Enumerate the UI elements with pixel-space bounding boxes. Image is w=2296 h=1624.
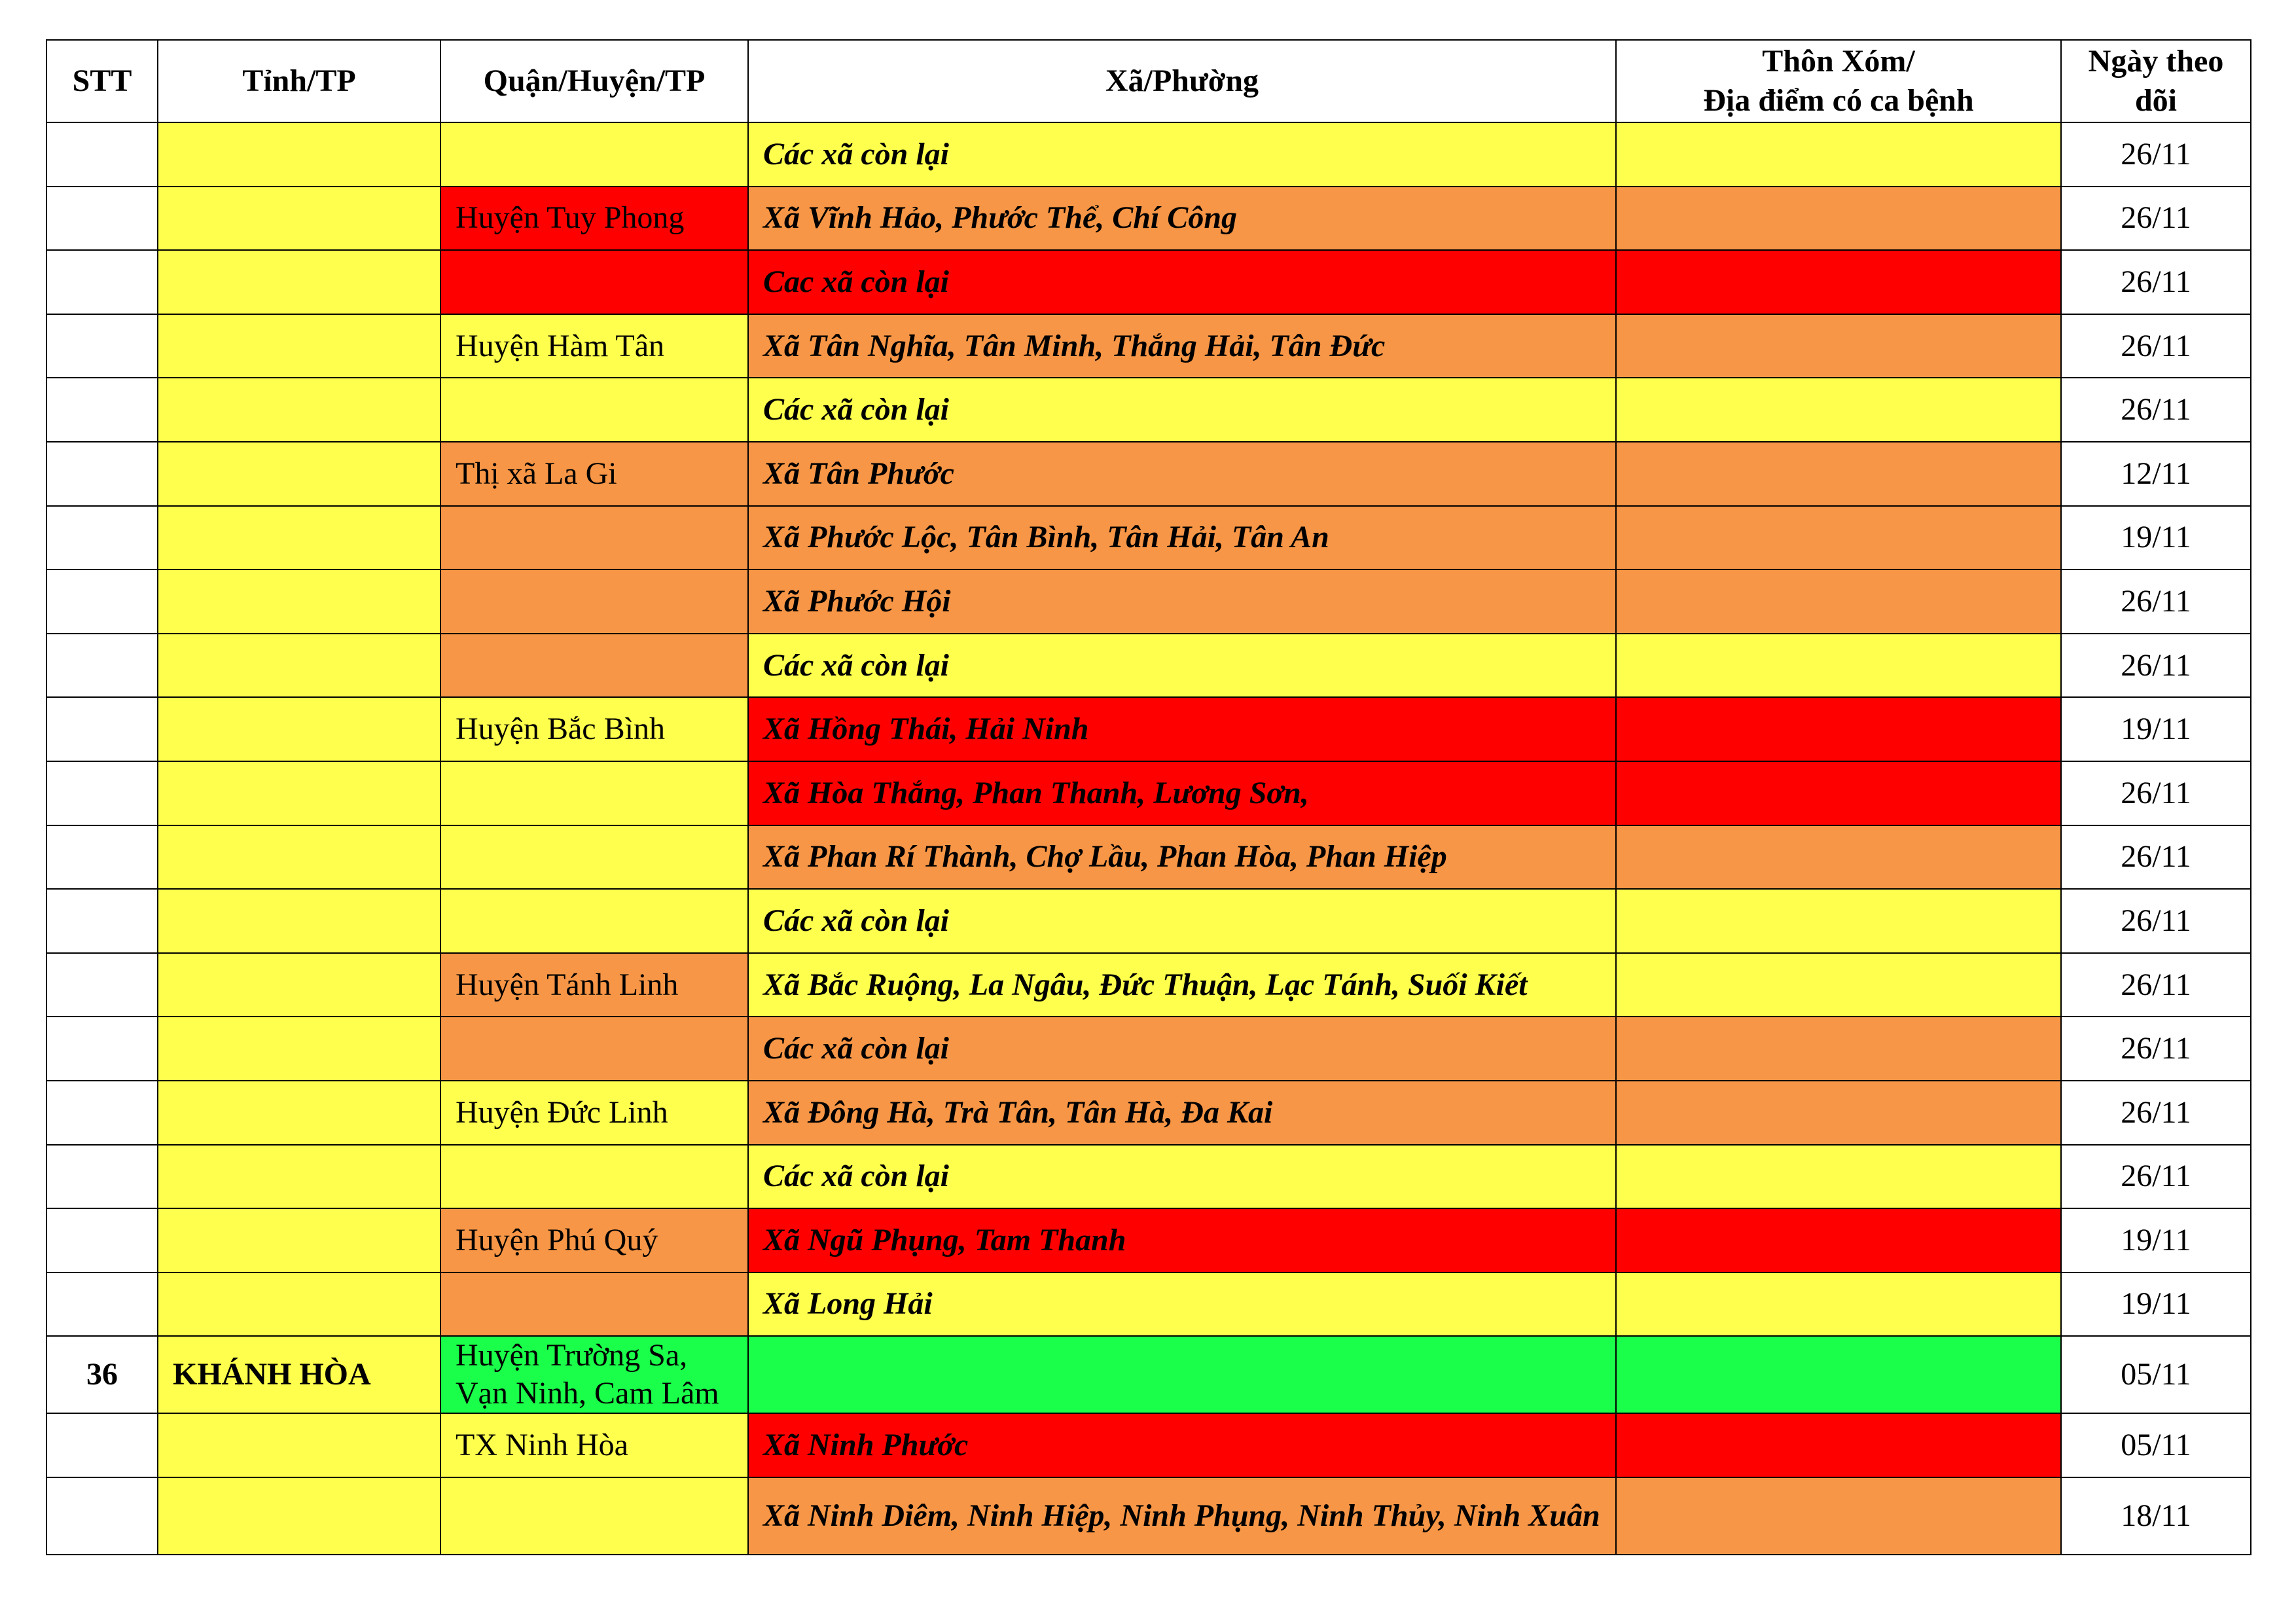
table-row: [46, 1336, 2251, 1413]
cell-xa: Xã Tân Phước: [748, 442, 1616, 506]
cell-huyen: Huyện Phú Quý: [440, 1208, 748, 1272]
cell-tinh: [158, 1477, 440, 1555]
header-ngay-line2: dõi: [2134, 83, 2178, 118]
cell-xa: Xã Ngũ Phụng, Tam Thanh: [748, 1208, 1616, 1272]
cell-stt: [46, 761, 158, 825]
cell-ngay: 26/11: [2061, 1081, 2251, 1145]
cell-ngay: 05/11: [2061, 1336, 2251, 1413]
cell-thon: [1616, 761, 2061, 825]
cell-tinh: KHÁNH HÒA: [158, 1336, 440, 1413]
cell-tinh: [158, 122, 440, 187]
table-row: [46, 569, 2251, 634]
cell-thon: [1616, 187, 2061, 251]
header-thon: [1616, 40, 2061, 122]
cell-stt: [46, 250, 158, 314]
table-row: [46, 250, 2251, 314]
cell-ngay: 26/11: [2061, 953, 2251, 1017]
cell-xa: Xã Đông Hà, Trà Tân, Tân Hà, Đa Kai: [748, 1081, 1616, 1145]
cell-stt: [46, 953, 158, 1017]
cell-huyen: Huyện Đức Linh: [440, 1081, 748, 1145]
cell-huyen: Huyện Trường Sa, Vạn Ninh, Cam Lâm: [440, 1336, 748, 1413]
cell-xa: Xã Ninh Phước: [748, 1413, 1616, 1477]
cell-tinh: [158, 1272, 440, 1337]
table-row: [46, 889, 2251, 953]
cell-huyen: [440, 634, 748, 698]
table-row: [46, 1477, 2251, 1555]
cell-huyen: [440, 569, 748, 634]
table-row: [46, 314, 2251, 378]
cell-xa: Xã Hòa Thắng, Phan Thanh, Lương Sơn,: [748, 761, 1616, 825]
cell-huyen: [440, 122, 748, 187]
header-tinh: Tỉnh/TP: [158, 40, 440, 122]
cell-ngay: 26/11: [2061, 825, 2251, 890]
cell-stt: [46, 506, 158, 570]
cell-huyen: [440, 1017, 748, 1081]
cell-stt: [46, 1208, 158, 1272]
cell-ngay: 26/11: [2061, 761, 2251, 825]
cell-tinh: [158, 1145, 440, 1209]
table-row: [46, 1208, 2251, 1272]
cell-ngay: 12/11: [2061, 442, 2251, 506]
table-row: [46, 1081, 2251, 1145]
cell-stt: 36: [46, 1336, 158, 1413]
cell-stt: [46, 1272, 158, 1337]
table-row: [46, 761, 2251, 825]
cell-xa: Cac xã còn lại: [748, 250, 1616, 314]
cell-ngay: 26/11: [2061, 634, 2251, 698]
cell-thon: [1616, 250, 2061, 314]
cell-thon: [1616, 1477, 2061, 1555]
cell-stt: [46, 187, 158, 251]
cell-thon: [1616, 825, 2061, 890]
cell-ngay: 26/11: [2061, 1145, 2251, 1209]
cell-stt: [46, 1017, 158, 1081]
table-row: [46, 187, 2251, 251]
cell-tinh: [158, 697, 440, 761]
cell-ngay: 26/11: [2061, 250, 2251, 314]
cell-thon: [1616, 1208, 2061, 1272]
header-thon-line1: Thôn Xóm/: [1762, 44, 1915, 79]
cell-thon: [1616, 953, 2061, 1017]
cell-tinh: [158, 506, 440, 570]
cell-xa: Xã Hồng Thái, Hải Ninh: [748, 697, 1616, 761]
cell-ngay: 19/11: [2061, 1208, 2251, 1272]
cell-tinh: [158, 314, 440, 378]
cell-xa: Các xã còn lại: [748, 634, 1616, 698]
cell-stt: [46, 825, 158, 890]
cell-huyen: [440, 825, 748, 890]
cell-huyen: Huyện Tánh Linh: [440, 953, 748, 1017]
cell-stt: [46, 1081, 158, 1145]
cell-xa: Xã Bắc Ruộng, La Ngâu, Đức Thuận, Lạc Tánh, Suối Kiết: [748, 953, 1616, 1017]
cell-stt: [46, 314, 158, 378]
cell-huyen: [440, 506, 748, 570]
cell-tinh: [158, 634, 440, 698]
cell-xa: Xã Tân Nghĩa, Tân Minh, Thắng Hải, Tân Đức: [748, 314, 1616, 378]
cell-stt: [46, 1145, 158, 1209]
header-ngay-line1: Ngày theo: [2088, 44, 2224, 79]
cell-xa: Xã Long Hải: [748, 1272, 1616, 1337]
cell-tinh: [158, 378, 440, 442]
cell-huyen: [440, 889, 748, 953]
cell-thon: [1616, 314, 2061, 378]
table-row: [46, 378, 2251, 442]
risk-level-table: [46, 39, 2251, 1555]
table-row: [46, 1413, 2251, 1477]
cell-thon: [1616, 1017, 2061, 1081]
cell-huyen: [440, 761, 748, 825]
cell-thon: [1616, 697, 2061, 761]
cell-ngay: 05/11: [2061, 1413, 2251, 1477]
cell-thon: [1616, 1145, 2061, 1209]
cell-xa: Các xã còn lại: [748, 1145, 1616, 1209]
cell-tinh: [158, 825, 440, 890]
header-row: [46, 40, 2251, 122]
header-ngay: [2061, 40, 2251, 122]
cell-tinh: [158, 1017, 440, 1081]
cell-thon: [1616, 442, 2061, 506]
cell-thon: [1616, 889, 2061, 953]
cell-ngay: 26/11: [2061, 187, 2251, 251]
table-row: [46, 1145, 2251, 1209]
cell-huyen: [440, 1145, 748, 1209]
cell-tinh: [158, 1413, 440, 1477]
table-row: [46, 825, 2251, 890]
cell-tinh: [158, 250, 440, 314]
cell-stt: [46, 378, 158, 442]
cell-stt: [46, 442, 158, 506]
cell-thon: [1616, 506, 2061, 570]
cell-xa: Các xã còn lại: [748, 122, 1616, 187]
table-row: [46, 1272, 2251, 1337]
cell-stt: [46, 1477, 158, 1555]
header-xa: Xã/Phường: [748, 40, 1616, 122]
cell-huyen: TX Ninh Hòa: [440, 1413, 748, 1477]
cell-ngay: 26/11: [2061, 378, 2251, 442]
cell-tinh: [158, 1081, 440, 1145]
cell-huyen: Thị xã La Gi: [440, 442, 748, 506]
cell-stt: [46, 1413, 158, 1477]
cell-xa: [748, 1336, 1616, 1413]
cell-tinh: [158, 569, 440, 634]
cell-ngay: 19/11: [2061, 1272, 2251, 1337]
cell-tinh: [158, 187, 440, 251]
cell-huyen: Huyện Bắc Bình: [440, 697, 748, 761]
cell-huyen: [440, 1272, 748, 1337]
table-row: [46, 122, 2251, 187]
cell-ngay: 26/11: [2061, 122, 2251, 187]
cell-xa: Các xã còn lại: [748, 889, 1616, 953]
cell-tinh: [158, 761, 440, 825]
cell-stt: [46, 122, 158, 187]
header-thon-line2: Địa điểm có ca bệnh: [1703, 83, 1974, 118]
cell-stt: [46, 569, 158, 634]
table-row: [46, 697, 2251, 761]
cell-tinh: [158, 442, 440, 506]
cell-thon: [1616, 1272, 2061, 1337]
cell-xa: Xã Phước Hội: [748, 569, 1616, 634]
cell-tinh: [158, 1208, 440, 1272]
header-huyen: Quận/Huyện/TP: [440, 40, 748, 122]
header-stt: STT: [46, 40, 158, 122]
cell-ngay: 26/11: [2061, 314, 2251, 378]
cell-ngay: 19/11: [2061, 697, 2251, 761]
cell-huyen: Huyện Hàm Tân: [440, 314, 748, 378]
cell-xa: Các xã còn lại: [748, 1017, 1616, 1081]
cell-huyen: Huyện Tuy Phong: [440, 187, 748, 251]
cell-thon: [1616, 122, 2061, 187]
table-row: [46, 442, 2251, 506]
cell-tinh: [158, 889, 440, 953]
cell-huyen: [440, 250, 748, 314]
cell-stt: [46, 697, 158, 761]
cell-thon: [1616, 378, 2061, 442]
cell-xa: Xã Vĩnh Hảo, Phước Thể, Chí Công: [748, 187, 1616, 251]
cell-huyen: [440, 1477, 748, 1555]
table-row: [46, 1017, 2251, 1081]
cell-thon: [1616, 1081, 2061, 1145]
cell-ngay: 26/11: [2061, 1017, 2251, 1081]
cell-stt: [46, 634, 158, 698]
cell-ngay: 26/11: [2061, 569, 2251, 634]
cell-xa: Xã Phan Rí Thành, Chợ Lầu, Phan Hòa, Phan Hiệp: [748, 825, 1616, 890]
cell-ngay: 19/11: [2061, 506, 2251, 570]
cell-stt: [46, 889, 158, 953]
cell-tinh: [158, 953, 440, 1017]
table-row: [46, 506, 2251, 570]
cell-thon: [1616, 1336, 2061, 1413]
cell-ngay: 26/11: [2061, 889, 2251, 953]
cell-thon: [1616, 1413, 2061, 1477]
cell-xa: Xã Ninh Diêm, Ninh Hiệp, Ninh Phụng, Ninh Thủy, Ninh Xuân: [748, 1477, 1616, 1555]
cell-huyen: [440, 378, 748, 442]
cell-xa: Xã Phước Lộc, Tân Bình, Tân Hải, Tân An: [748, 506, 1616, 570]
cell-ngay: 18/11: [2061, 1477, 2251, 1555]
table-row: [46, 953, 2251, 1017]
cell-xa: Các xã còn lại: [748, 378, 1616, 442]
cell-thon: [1616, 569, 2061, 634]
table-row: [46, 634, 2251, 698]
cell-thon: [1616, 634, 2061, 698]
